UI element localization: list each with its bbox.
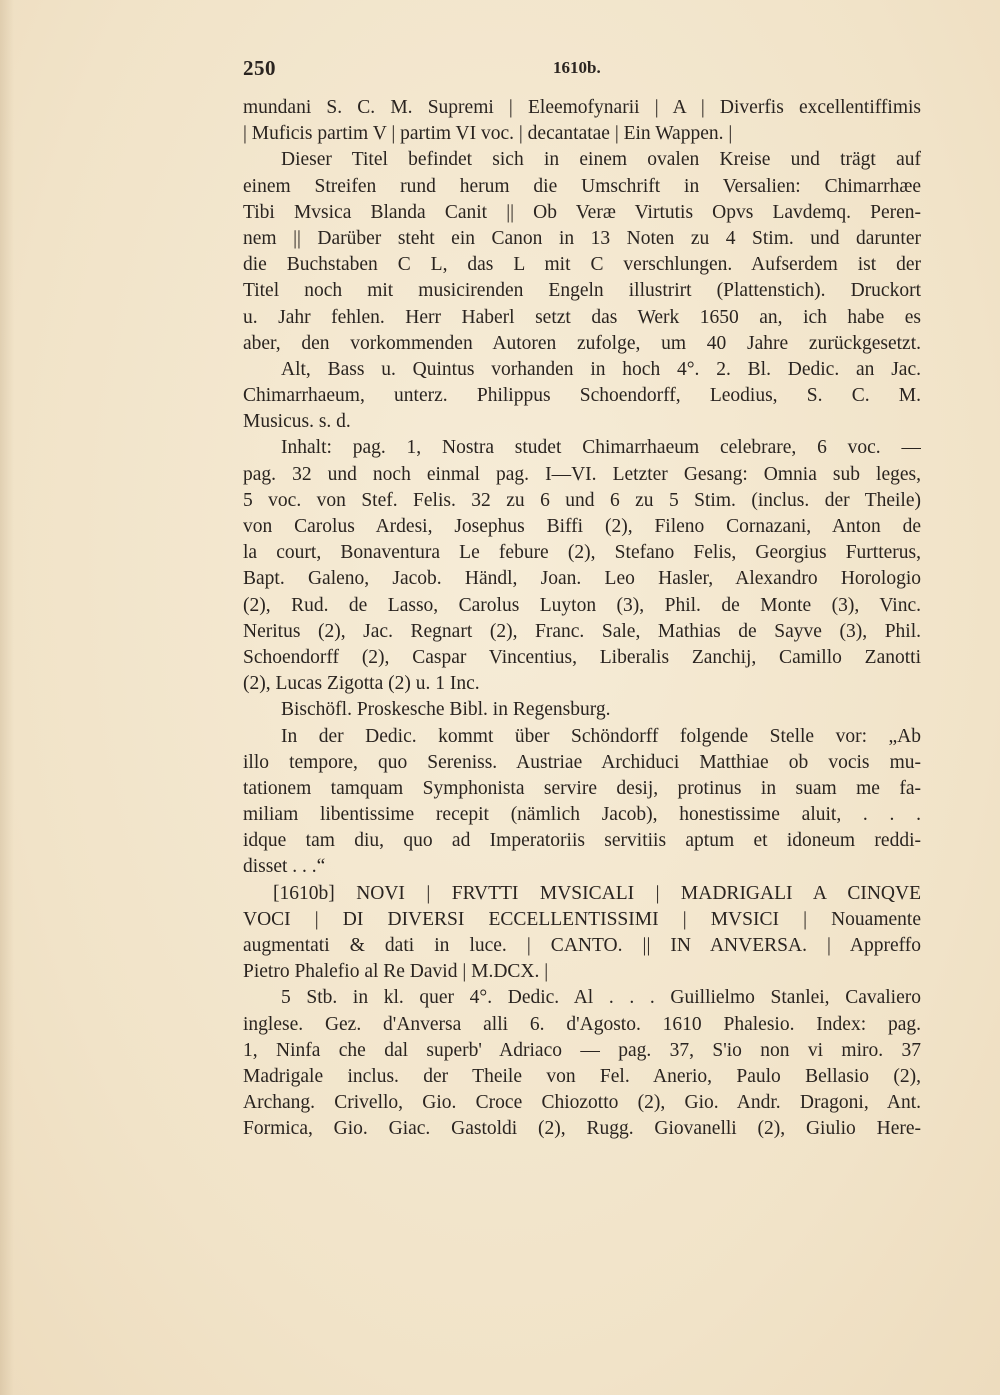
running-head: 1610b. xyxy=(553,58,601,77)
text-line: Archang. Crivello, Gio. Croce Chiozotto (2), Gio. Andr. Dragoni, Ant. xyxy=(243,1092,921,1114)
text-line: la court, Bonaventura Le febure (2), Stefano Felis, Georgius Furtterus, xyxy=(243,542,921,564)
text-line: einem Streifen rund herum die Umschrift in Versalien: Chimarrhæe xyxy=(243,175,921,197)
text-line: (2), Lucas Zigotta (2) u. 1 Inc. xyxy=(243,673,480,695)
text-line: tationem tamquam Symphonista servire desij, protinus in suam me fa- xyxy=(243,777,921,799)
text-line: u. Jahr fehlen. Herr Haberl setzt das Werk 1650 an, ich habe es xyxy=(243,306,921,328)
page-number: 250 xyxy=(243,56,276,80)
text-line: illo tempore, quo Sereniss. Austriae Archiduci Matthiae ob vocis mu- xyxy=(243,751,921,773)
body-text xyxy=(243,95,921,1143)
text-line: idque tam diu, quo ad Imperatoriis servitiis aptum et idoneum reddi- xyxy=(243,830,921,852)
text-line: pag. 32 und noch einmal pag. I—VI. Letzter Gesang: Omnia sub leges, xyxy=(243,463,921,485)
text-line: Inhalt: pag. 1, Nostra studet Chimarrhaeum celebrare, 6 voc. — xyxy=(281,437,921,459)
text-line: die Buchstaben C L, das L mit C verschlungen. Aufserdem ist der xyxy=(243,254,921,276)
text-line: disset . . .“ xyxy=(243,856,326,878)
text-line: Pietro Phalefio al Re David | M.DCX. | xyxy=(243,961,549,983)
page-header xyxy=(243,52,923,84)
text-line: Bischöfl. Proskesche Bibl. in Regensburg. xyxy=(281,699,611,721)
text-line: 1, Ninfa che dal superb' Adriaco — pag. 37, S'io non vi miro. 37 xyxy=(243,1039,921,1061)
text-line: Musicus. s. d. xyxy=(243,411,351,433)
text-line: Formica, Gio. Giac. Gastoldi (2), Rugg. Giovanelli (2), Giulio Here- xyxy=(243,1118,921,1140)
text-line: aber, den vorkommenden Autoren zufolge, um 40 Jahre zurückgesetzt. xyxy=(243,332,921,354)
text-line: (2), Rud. de Lasso, Carolus Luyton (3), Phil. de Monte (3), Vinc. xyxy=(243,594,921,616)
text-line: | Muficis partim V | partim VI voc. | decantatae | Ein Wappen. | xyxy=(243,123,733,145)
text-line: nem || Darüber steht ein Canon in 13 Noten zu 4 Stim. und darunter xyxy=(243,227,921,249)
text-line: Alt, Bass u. Quintus vorhanden in hoch 4°. 2. Bl. Dedic. an Jac. xyxy=(281,358,921,380)
text-line: 5 Stb. in kl. quer 4°. Dedic. Al . . . Guillielmo Stanlei, Cavaliero xyxy=(281,987,921,1009)
text-line: mundani S. C. M. Supremi | Eleemofynarii | A | Diverfis excellentiffimis xyxy=(243,97,921,118)
text-line: Neritus (2), Jac. Regnart (2), Franc. Sale, Mathias de Sayve (3), Phil. xyxy=(243,620,921,642)
text-line: Titel noch mit musicirenden Engeln illustrirt (Plattenstich). Druckort xyxy=(243,280,921,302)
text-line: von Carolus Ardesi, Josephus Biffi (2), Fileno Cornazani, Anton de xyxy=(243,516,921,537)
entry-heading-line: [1610b] NOVI | FRVTTI MVSICALI | MADRIGALI A CINQVE xyxy=(273,882,921,904)
text-line: Schoendorff (2), Caspar Vincentius, Liberalis Zanchij, Camillo Zanotti xyxy=(243,646,921,668)
text-line: In der Dedic. kommt über Schöndorff folgende Stelle vor: „Ab xyxy=(281,725,921,747)
text-line: miliam libentissime recepit (nämlich Jacob), honestissime aluit, . . . xyxy=(243,804,921,826)
text-line: inglese. Gez. d'Anversa alli 6. d'Agosto. 1610 Phalesio. Index: pag. xyxy=(243,1013,921,1035)
text-line: Dieser Titel befindet sich in einem ovalen Kreise und trägt auf xyxy=(281,149,921,171)
text-line: Chimarrhaeum, unterz. Philippus Schoendorff, Leodius, S. C. M. xyxy=(243,385,921,407)
text-line: augmentati & dati in luce. | CANTO. || IN ANVERSA. | Appreffo xyxy=(243,935,921,956)
text-line: Tibi Mvsica Blanda Canit || Ob Veræ Virtutis Opvs Lavdemq. Peren- xyxy=(243,201,921,223)
text-line: VOCI | DI DIVERSI ECCELLENTISSIMI | MVSICI | Nouamente xyxy=(243,908,921,930)
page-edge-shadow xyxy=(0,0,14,1395)
text-line: Madrigale inclus. der Theile von Fel. Anerio, Paulo Bellasio (2), xyxy=(243,1065,921,1087)
text-line: 5 voc. von Stef. Felis. 32 zu 6 und 6 zu 5 Stim. (inclus. der Theile) xyxy=(243,489,921,511)
text-line: Bapt. Galeno, Jacob. Händl, Joan. Leo Hasler, Alexandro Horologio xyxy=(243,568,921,590)
